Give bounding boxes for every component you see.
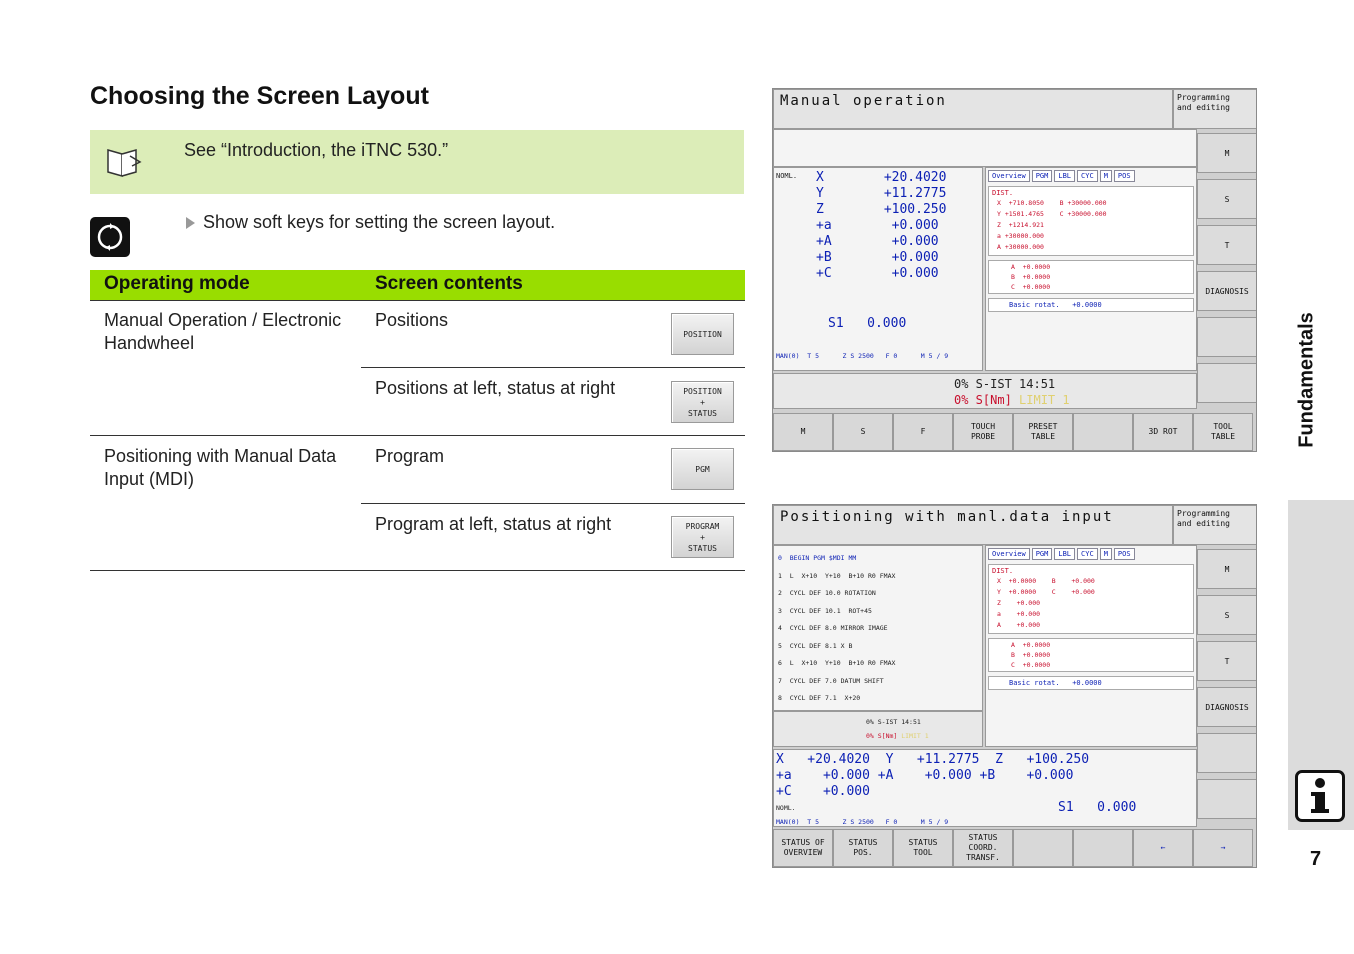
axis-value: +0.000 — [891, 218, 939, 233]
status-line-2 — [954, 393, 1070, 407]
basic-rotation: Basic rotat. +0.0000 — [1009, 301, 1102, 309]
page-title: Choosing the Screen Layout — [90, 82, 429, 110]
softkey-blank[interactable] — [1073, 829, 1133, 867]
axis-row — [816, 170, 946, 186]
table-rule — [361, 367, 745, 368]
axis-name: +a — [816, 218, 832, 233]
status-torque: 0% S[Nm] — [866, 732, 898, 740]
axis-row — [816, 250, 939, 266]
instruction — [186, 212, 555, 233]
axis-value: +20.4020 — [883, 170, 947, 185]
noml-label: NOML. — [776, 804, 796, 812]
program-panel — [773, 545, 983, 711]
tab-lbl[interactable]: LBL — [1054, 548, 1075, 560]
softkey-position-status[interactable]: POSITION + STATUS — [671, 381, 734, 423]
table-cell-contents: Positions at left, status at right — [375, 378, 616, 398]
position-panel — [773, 167, 983, 371]
side-key-blank[interactable] — [1197, 779, 1257, 819]
tab-pos[interactable]: POS — [1114, 170, 1135, 182]
softkey-page-back[interactable] — [1133, 829, 1193, 867]
note-box — [90, 130, 744, 194]
program-line[interactable]: 0 BEGIN PGM $MDI MM — [778, 554, 857, 562]
dist-line: a +0.000 — [997, 610, 1041, 618]
softkey-position[interactable]: POSITION — [671, 313, 734, 355]
softkey-preset-table[interactable]: PRESET TABLE — [1013, 413, 1073, 451]
arrow-right-icon: → — [1220, 843, 1226, 852]
program-line[interactable]: 4 CYCL DEF 8.0 MIRROR IMAGE — [778, 624, 888, 632]
softkey-s[interactable]: S — [833, 413, 893, 451]
axes-row: +C +0.000 — [776, 784, 870, 799]
axis-name: +C — [816, 266, 832, 281]
dist-label: DIST. — [992, 567, 1014, 575]
basic-rotation-box — [988, 298, 1194, 312]
softkey-tool-table[interactable]: TOOL TABLE — [1193, 413, 1253, 451]
axis-row — [816, 266, 939, 282]
program-line[interactable]: 6 L X+10 Y+10 B+10 R0 FMAX — [778, 659, 896, 667]
side-key-blank[interactable] — [1197, 733, 1257, 773]
side-key-diagnosis[interactable]: DIAGNOSIS — [1197, 687, 1257, 727]
tab-lbl[interactable]: LBL — [1054, 170, 1075, 182]
table-cell-contents: Program at left, status at right — [375, 514, 612, 534]
axis-name: +B — [816, 250, 832, 265]
screen-mdi — [772, 504, 1257, 868]
side-key-m[interactable]: M — [1197, 133, 1257, 173]
table-header — [90, 270, 745, 300]
softkey-3d-rot[interactable]: 3D ROT — [1133, 413, 1193, 451]
chapter-side-tab — [1287, 290, 1327, 470]
tab-pos[interactable]: POS — [1114, 548, 1135, 560]
dist-line: a +30000.000 — [997, 232, 1044, 240]
program-line[interactable]: 7 CYCL DEF 7.0 DATUM SHIFT — [778, 677, 884, 685]
noml-label: NOML. — [776, 172, 798, 180]
arrow-left-icon: ← — [1160, 843, 1166, 852]
basic-rotation: Basic rotat. +0.0000 — [1009, 679, 1102, 687]
tab-cyc[interactable]: CYC — [1077, 548, 1098, 560]
tab-m[interactable]: M — [1100, 548, 1112, 560]
axes-row: +a +0.000 +A +0.000 +B +0.000 — [776, 768, 1074, 783]
table-cell-contents: Program — [375, 446, 445, 466]
status-tabs — [988, 170, 1135, 182]
screen-title: Positioning with manl.data input — [773, 505, 1173, 545]
softkey-bar — [773, 829, 1253, 867]
tab-pgm[interactable]: PGM — [1032, 548, 1053, 560]
dist-line: A +0.000 — [997, 621, 1041, 629]
screen-manual-operation — [772, 88, 1257, 452]
rot-line: A +0.0000 — [1011, 641, 1051, 649]
mode-label: Programming and editing — [1173, 505, 1257, 545]
program-line[interactable]: 8 CYCL DEF 7.1 X+20 — [778, 694, 861, 702]
axis-value: +100.250 — [883, 202, 947, 217]
softkey-f[interactable]: F — [893, 413, 953, 451]
program-line[interactable]: 3 CYCL DEF 10.1 ROT+45 — [778, 607, 872, 615]
softkey-pgm[interactable]: PGM — [671, 448, 734, 490]
axis-name: X — [816, 170, 824, 185]
side-key-m[interactable]: M — [1197, 549, 1257, 589]
softkey-bar — [773, 413, 1253, 451]
table-cell-mode: Manual Operation / Electronic Handwheel — [104, 310, 342, 353]
dist-line: A +30000.000 — [997, 243, 1044, 251]
bullet-arrow-icon — [186, 217, 195, 229]
axis-name: +A — [816, 234, 832, 249]
bottom-info: MAN(0) T 5 Z S 2500 F 0 M 5 / 9 — [776, 352, 949, 360]
screen-title: Manual operation — [773, 89, 1173, 129]
side-key-s[interactable]: S — [1197, 179, 1257, 219]
spindle-readout: S1 0.000 — [828, 316, 907, 331]
status-panel — [985, 545, 1197, 747]
tab-overview[interactable]: Overview — [988, 548, 1030, 560]
rotation-box — [988, 260, 1194, 294]
axis-value: +0.000 — [891, 250, 939, 265]
dist-line: Y +1501.4765 C +30000.000 — [997, 210, 1107, 218]
axis-row — [816, 218, 939, 234]
status-line-1: 0% S-IST 14:51 — [954, 377, 1056, 391]
rot-line: C +0.0000 — [1011, 283, 1051, 291]
softkey-m[interactable]: M — [773, 413, 833, 451]
basic-rotation-box — [988, 676, 1194, 690]
axis-row — [816, 186, 946, 202]
axis-value: +0.000 — [891, 266, 939, 281]
status-tabs — [988, 548, 1135, 560]
side-key-blank[interactable] — [1197, 317, 1257, 357]
softkey-status-overview[interactable]: STATUS OF OVERVIEW — [773, 829, 833, 867]
status-limit: LIMIT 1 — [1019, 393, 1070, 407]
status-limit: LIMIT 1 — [901, 732, 929, 740]
rot-line: B +0.0000 — [1011, 651, 1051, 659]
program-line[interactable]: 2 CYCL DEF 10.0 ROTATION — [778, 589, 876, 597]
axis-name: Z — [816, 202, 824, 217]
dist-line: X +0.0000 B +0.000 — [997, 577, 1095, 585]
tab-cyc[interactable]: CYC — [1077, 170, 1098, 182]
header-screen-contents: Screen contents — [375, 273, 523, 294]
side-key-t[interactable]: T — [1197, 225, 1257, 265]
side-key-t[interactable]: T — [1197, 641, 1257, 681]
manual-reference-icon — [104, 144, 144, 180]
table-rule — [90, 570, 745, 571]
table-rule — [361, 503, 745, 504]
side-key-diagnosis[interactable]: DIAGNOSIS — [1197, 271, 1257, 311]
axes-row: X +20.4020 Y +11.2775 Z +100.250 — [776, 752, 1090, 767]
spindle-status-bar — [773, 711, 983, 747]
softkey-status-tool[interactable]: STATUS TOOL — [893, 829, 953, 867]
info-icon — [1295, 770, 1345, 822]
tab-overview[interactable]: Overview — [988, 170, 1030, 182]
chapter-label: Fundamentals — [1295, 312, 1318, 448]
rot-line: B +0.0000 — [1011, 273, 1051, 281]
rot-line: A +0.0000 — [1011, 263, 1051, 271]
dist-line: Z +1214.921 — [997, 221, 1044, 229]
rotation-box — [988, 638, 1194, 672]
program-line[interactable]: 5 CYCL DEF 8.1 X B — [778, 642, 853, 650]
dist-box — [988, 186, 1194, 256]
note-text: See “Introduction, the iTNC 530.” — [184, 140, 449, 160]
input-line — [773, 129, 1197, 167]
dist-line: Y +0.0000 C +0.000 — [997, 588, 1095, 596]
axis-value: +0.000 — [891, 234, 939, 249]
softkey-blank[interactable] — [1013, 829, 1073, 867]
softkey-status-coord-transf[interactable]: STATUS COORD. TRANSF. — [953, 829, 1013, 867]
softkey-status-pos[interactable]: STATUS POS. — [833, 829, 893, 867]
position-panel — [773, 749, 1197, 827]
dist-line: Z +0.000 — [997, 599, 1041, 607]
bottom-info: MAN(0) T 5 Z S 2500 F 0 M 5 / 9 — [776, 818, 949, 826]
status-torque: 0% S[Nm] — [954, 393, 1012, 407]
status-line-1: 0% S-IST 14:51 — [866, 718, 921, 726]
side-key-blank[interactable] — [1197, 363, 1257, 403]
table-cell-contents: Positions — [375, 310, 449, 330]
program-line[interactable]: 1 L X+10 Y+10 B+10 R0 FMAX — [778, 572, 896, 580]
tab-m[interactable]: M — [1100, 170, 1112, 182]
dist-line: X +710.8050 B +30000.000 — [997, 199, 1107, 207]
mode-label: Programming and editing — [1173, 89, 1257, 129]
dist-label: DIST. — [992, 189, 1014, 197]
dist-box — [988, 564, 1194, 634]
axis-row — [816, 234, 939, 250]
side-key-s[interactable]: S — [1197, 595, 1257, 635]
table-rule — [90, 435, 745, 436]
softkey-page-forward[interactable] — [1193, 829, 1253, 867]
softkey-blank[interactable] — [1073, 413, 1133, 451]
spindle-status-bar — [773, 373, 1197, 409]
status-panel — [985, 167, 1197, 371]
spindle-readout: S1 0.000 — [1058, 800, 1137, 815]
axis-value: +11.2775 — [883, 186, 947, 201]
screen-layout-key-icon — [90, 217, 130, 257]
instruction-text: Show soft keys for setting the screen layout. — [203, 212, 556, 232]
rot-line: C +0.0000 — [1011, 661, 1051, 669]
tab-pgm[interactable]: PGM — [1032, 170, 1053, 182]
axis-name: Y — [816, 186, 824, 201]
status-line-2 — [866, 732, 929, 740]
axis-row — [816, 202, 946, 218]
table-rule — [90, 300, 745, 301]
softkey-program-status[interactable]: PROGRAM + STATUS — [671, 516, 734, 558]
page-number: 7 — [1310, 848, 1322, 870]
softkey-touch-probe[interactable]: TOUCH PROBE — [953, 413, 1013, 451]
table-cell-mode: Positioning with Manual Data Input (MDI) — [104, 446, 337, 489]
header-operating-mode: Operating mode — [104, 273, 250, 294]
